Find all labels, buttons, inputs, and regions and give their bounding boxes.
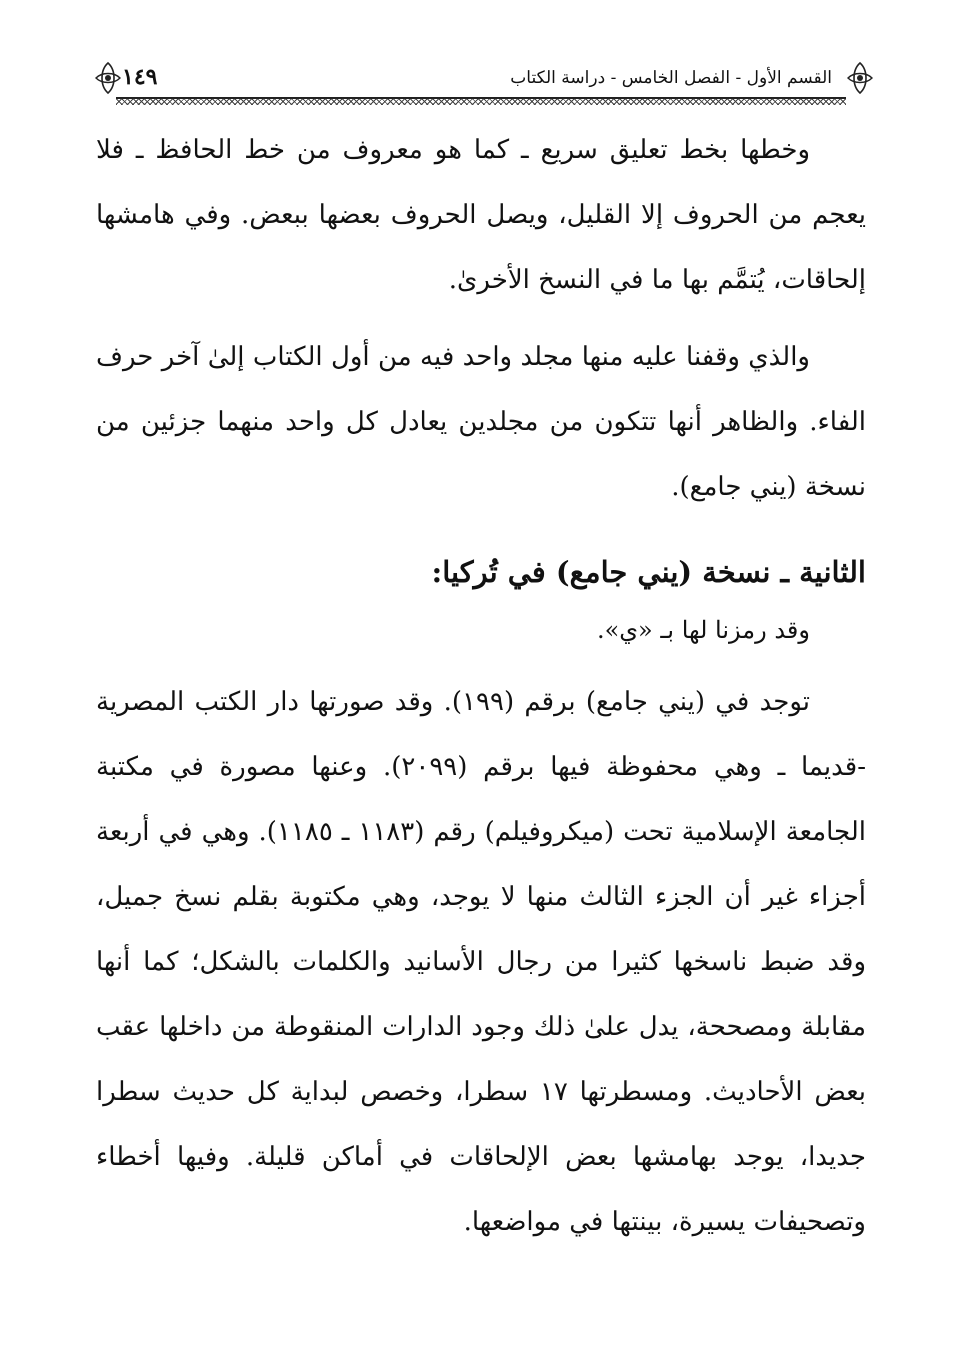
body-paragraph: والذي وقفنا عليه منها مجلد واحد فيه من أول الكتاب إلىٰ آخر حرف الفاء. والظاهر أنها تتكون من مجلدين يعادل كل واحد منهما جزئين من نسخة (يني جامع).	[96, 342, 866, 502]
ornament-icon	[90, 60, 126, 96]
section-heading: الثانية ـ نسخة (يني جامع) في تُركيا:	[431, 555, 866, 589]
symbol-note: وقد رمزنا لها بـ «ي».	[596, 616, 810, 644]
page-content	[96, 118, 866, 1255]
header-rule	[116, 97, 846, 105]
body-paragraph: توجد في (يني جامع) برقم (١٩٩). وقد صورتها دار الكتب المصرية -قديما ـ وهي محفوظة فيها برقم (٢٠٩٩). وعنها مصورة في مكتبة الجامعة الإسلامية تحت (ميكروفيلم) رقم (١١٨٣ ـ ١١٨٥). وهي في أربعة أجزاء غير أن الجزء الثالث منها لا يوجد، وهي مكتوبة بقلم نسخ جميل، وقد ضبط ناسخها كثيرا من رجال الأسانيد والكلمات بالشكل؛ كما أنها مقابلة ومصححة، يدل علىٰ ذلك وجود الدارات المنقوطة من داخلها عقب بعض الأحاديث. ومسطرتها ١٧ سطرا، وخصص لبداية كل حديث سطرا جديدا، يوجد بهامشها بعض الإلحاقات في أماكن قليلة. وفيها أخطاء وتصحيفات يسيرة، بينتها في مواضعها.	[96, 687, 866, 1237]
running-header	[96, 56, 866, 106]
body-paragraph: وخطها بخط تعليق سريع ـ كما هو معروف من خط الحافظ ـ فلا يعجم من الحروف إلا القليل، ويصل الحروف بعضها ببعض. وفي هامشها إلحاقات، يُتمَّم بها ما في النسخ الأخرىٰ.	[96, 135, 866, 295]
page-number: ١٤٩	[122, 64, 158, 90]
ornament-icon	[842, 60, 878, 96]
running-header-title: القسم الأول - الفصل الخامس - دراسة الكتاب	[510, 68, 832, 88]
